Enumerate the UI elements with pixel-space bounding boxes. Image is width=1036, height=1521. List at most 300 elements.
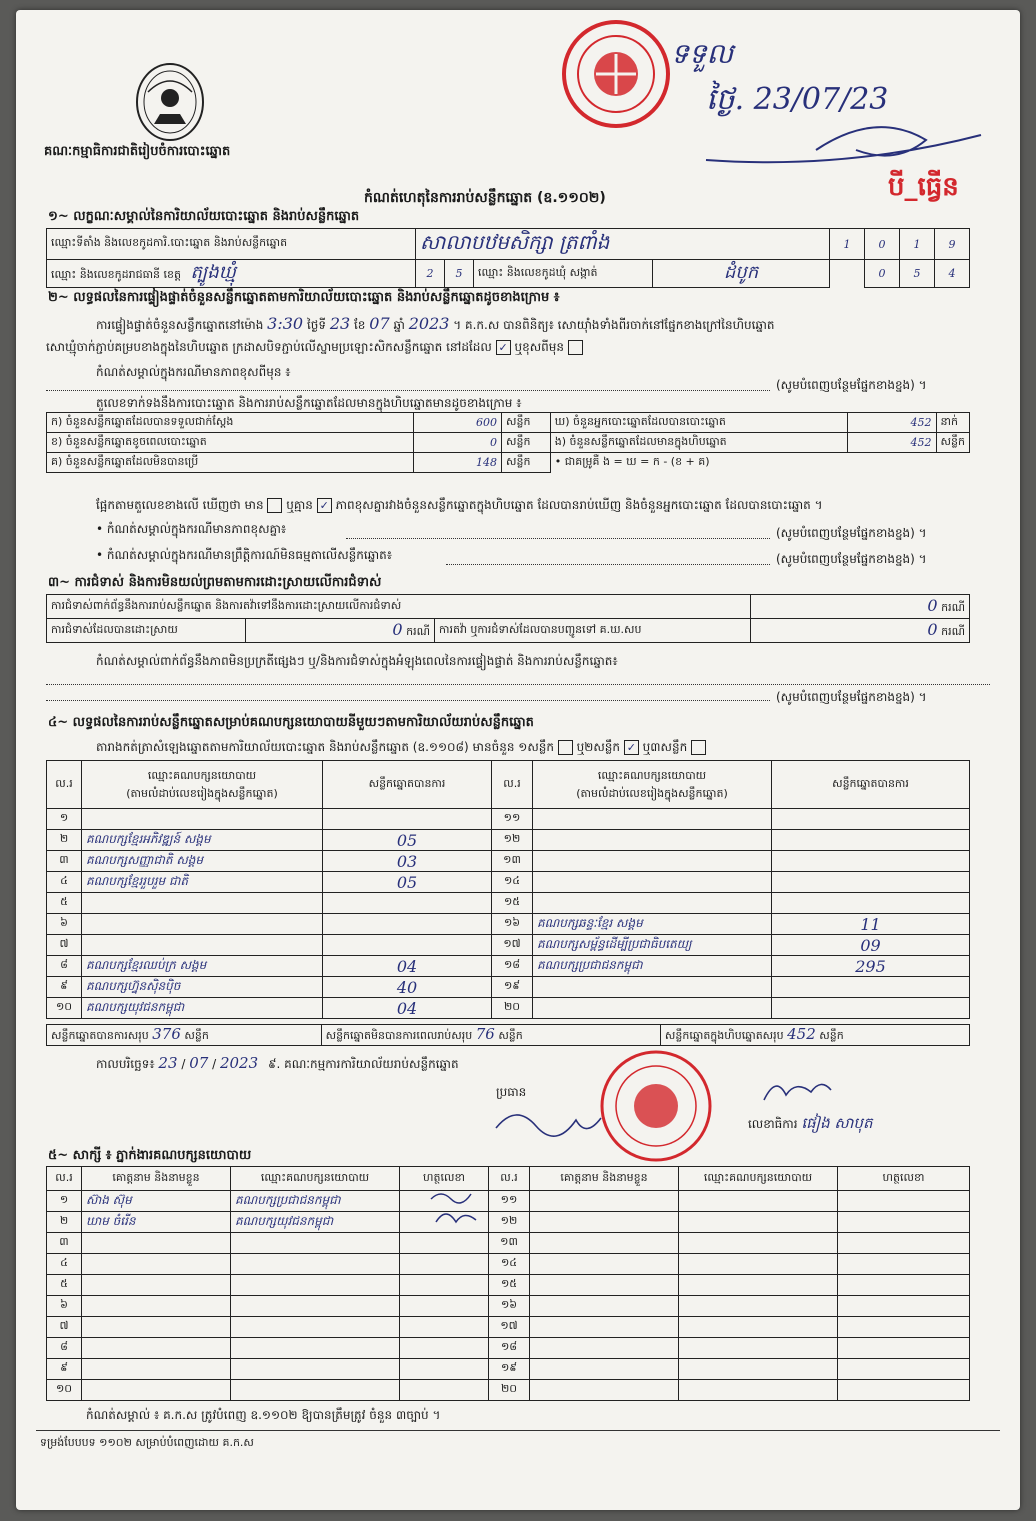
party-votes: 11	[772, 914, 970, 935]
party-votes: 04	[323, 998, 492, 1019]
witness-signature	[838, 1359, 970, 1380]
party-result-row	[47, 956, 970, 977]
seal-status-text: សោឃ្មុំចាក់ភ្ជាប់គម្របខាងក្នុងនៃហិបឆ្នោត ក្រដាសបិទភ្ជាប់លើស្នាមប្រឡោះសិកសន្លឹកឆ្នោត នៅដដែល	[46, 340, 492, 354]
row-no: ៩	[47, 1359, 82, 1380]
fill-hint: (សូមបំពេញបន្ថែមផ្នែកខាងខ្នង) ។	[776, 526, 927, 540]
party-result-row	[47, 893, 970, 914]
fill-hint: (សូមបំពេញបន្ថែមផ្នែកខាងខ្នង) ។	[776, 690, 927, 704]
valid-total-label: សន្លឹកឆ្នោតបានការសរុប	[51, 1029, 149, 1042]
row-no: ២	[47, 830, 82, 851]
witness-party: គណបក្សប្រជាជនកម្ពុជា	[231, 1191, 400, 1212]
witness-name	[530, 1359, 679, 1380]
witness-signature	[838, 1338, 970, 1359]
witness-signature	[838, 1317, 970, 1338]
row-no: ៧	[47, 935, 82, 956]
discrepancy-note-label: • កំណត់សម្គាល់ក្នុងករណីមានភាពខុសគ្នា៖	[96, 522, 287, 536]
one-sheet-checkbox[interactable]	[558, 740, 573, 755]
section-1-heading: ១~ លក្ខណៈសម្គាល់នៃការិយាល័យបោះឆ្នោត និងរាប់សន្លឹកឆ្នោត	[48, 209, 360, 224]
party-votes	[323, 893, 492, 914]
row-no: ៧	[47, 1317, 82, 1338]
ballots-in-box-label: ង) ចំនួនសន្លឹកឆ្នោតដែលមានក្នុងហិបឆ្នោត	[550, 433, 847, 453]
party-name	[82, 935, 323, 956]
party-votes	[772, 893, 970, 914]
witness-party	[231, 1233, 400, 1254]
row-no: ៤	[47, 1254, 82, 1275]
witness-row	[47, 1338, 970, 1359]
red-annotation: បី_ធ្វើន	[888, 172, 959, 202]
formula: • ជាគម្រូគឺ ង = ឃ = ក - (ខ + គ)	[554, 454, 710, 468]
party-name: គណបក្សប្រជាជនកម្ពុជា	[533, 956, 772, 977]
commune-code-digit: 5	[900, 260, 935, 288]
unused-ballots-value: 148	[413, 453, 501, 473]
voters-value: 452	[848, 413, 936, 433]
month-label: ខែ	[354, 318, 366, 332]
witness-name	[82, 1338, 231, 1359]
signature-date-line: កាលបរិច្ឆេទ៖ 23 / 07 / 2023 ៩. គណៈកម្មការការិយាល័យរាប់សន្លឹកឆ្នោត	[96, 1054, 459, 1072]
discrepancy-text-c: ភាពខុសគ្នារវាងចំនួនសន្លឹកឆ្នោតក្នុងហិបឆ្នោត ដែលបានរាប់ឃើញ និងចំនួនអ្នកបោះឆ្នោត ដែលបានបោះឆ្នោត ។	[335, 498, 823, 512]
section-2-heading: ២~ លទ្ធផលនៃការផ្ទៀងផ្ទាត់ចំនួនសន្លឹកឆ្នោតតាមការិយាល័យបោះឆ្នោត និងរាប់សន្លឹកឆ្នោតដូចខាងក្រោម ៖	[48, 290, 560, 305]
witness-signature	[400, 1317, 489, 1338]
commune-code-digit: 4	[935, 260, 970, 288]
col-party	[533, 761, 772, 809]
party-result-row	[47, 977, 970, 998]
witness-party	[231, 1275, 400, 1296]
received-stamp-icon	[556, 14, 676, 134]
party-votes	[323, 914, 492, 935]
row-no: ១៣	[489, 1233, 530, 1254]
invalid-total-value: 76	[475, 1025, 495, 1043]
col-votes: សន្លឹកឆ្នោតបានការ	[772, 761, 970, 809]
party-result-row	[47, 914, 970, 935]
row-no: ១២	[492, 830, 533, 851]
party-name	[82, 809, 323, 830]
witness-name	[82, 1317, 231, 1338]
page-title: កំណត់ហេតុនៃការរាប់សន្លឹកឆ្នោត (ឧ.១១០២)	[364, 190, 606, 206]
witness-signature	[838, 1191, 970, 1212]
witness-name	[530, 1233, 679, 1254]
org-name: គណៈកម្មាធិការជាតិរៀបចំការបោះឆ្នោត	[44, 144, 231, 159]
row-no: ១៨	[489, 1338, 530, 1359]
party-name	[533, 830, 772, 851]
col-no: ល.រ	[489, 1167, 530, 1191]
row-no: ៥	[47, 893, 82, 914]
row-no: ១	[47, 809, 82, 830]
party-votes: 04	[323, 956, 492, 977]
province-code-digit: 2	[416, 260, 445, 288]
box-total-label: សន្លឹកឆ្នោតក្នុងហិបឆ្នោតសរុប	[664, 1029, 784, 1042]
party-name: គណបក្សខ្មែររួបរួម ជាតិ	[82, 872, 323, 893]
party-result-row	[47, 809, 970, 830]
chair-signature-icon	[486, 1098, 606, 1148]
date-month: 07	[189, 1054, 209, 1072]
box-total	[660, 1025, 969, 1046]
witness-name	[530, 1254, 679, 1275]
col-name: គោត្តនាម និងនាមខ្លួន	[530, 1167, 679, 1191]
row-no: ៦	[47, 914, 82, 935]
witness-party	[231, 1338, 400, 1359]
witness-row	[47, 1191, 970, 1212]
col-votes: សន្លឹកឆ្នោតបានការ	[323, 761, 492, 809]
commune-value: ដំបូក	[653, 260, 830, 288]
party-name: គណបក្សខ្មែរឈប់ក្រ សង្គម	[82, 956, 323, 977]
witness-row	[47, 1233, 970, 1254]
witness-row	[47, 1359, 970, 1380]
witness-row	[47, 1296, 970, 1317]
unit: សន្លឹក	[501, 413, 550, 433]
discrepancy-text-a: ផ្អែកតាមតួលេខខាងលើ ឃើញថា មាន	[96, 498, 264, 512]
witness-party	[679, 1212, 838, 1233]
party-name	[533, 851, 772, 872]
form-footer: ទម្រង់បែបបទ ១១០២ សម្រាប់បំពេញដោយ គ.ក.ស	[40, 1436, 254, 1449]
ballot-figures-table	[46, 412, 970, 473]
secretary-label: លេខាធិការ	[748, 1117, 798, 1131]
col-party: ឈ្មោះគណបក្សនយោបាយ	[231, 1167, 400, 1191]
row-no: ១	[47, 1191, 82, 1212]
resolved-label: ការជំទាស់ដែលបានដោះស្រាយ	[47, 619, 246, 643]
resolved-value: 0	[392, 620, 403, 639]
station-code-digit: 0	[865, 229, 900, 260]
party-votes	[772, 872, 970, 893]
unit: សន្លឹក	[498, 1029, 523, 1042]
year-label: ឆ្នាំ	[393, 318, 405, 332]
witness-name	[530, 1212, 679, 1233]
row-no: ១៦	[489, 1296, 530, 1317]
party-results-table	[46, 760, 970, 1019]
witness-name	[530, 1338, 679, 1359]
party-name	[533, 998, 772, 1019]
witness-name	[530, 1296, 679, 1317]
witness-name	[530, 1317, 679, 1338]
witness-signature	[400, 1233, 489, 1254]
party-result-row	[47, 851, 970, 872]
col-sign: ហត្ថលេខា	[838, 1167, 970, 1191]
forwarded-label: ការតវ៉ា ឬការជំទាស់ដែលបានបញ្ជូនទៅ គ.ឃ.សប	[435, 619, 751, 643]
unit: ករណី	[941, 625, 965, 638]
discrepancy-text-b: ឬគ្មាន	[286, 498, 313, 512]
witness-party	[679, 1359, 838, 1380]
party-name	[533, 977, 772, 998]
row-no: ១៤	[489, 1254, 530, 1275]
no-discrepancy-checkbox[interactable]: ✓	[317, 498, 332, 513]
commune-label: ឈ្មោះ និងលេខកូដឃុំ សង្កាត់	[474, 260, 653, 288]
row-no: ១៧	[489, 1317, 530, 1338]
stamp-signature-icon	[696, 115, 986, 175]
two-sheets-label: ឬ២សន្លឹក	[576, 740, 621, 754]
witness-signature	[400, 1380, 489, 1401]
unit: សន្លឹក	[501, 433, 550, 453]
row-no: ២០	[489, 1380, 530, 1401]
col-party-title: ឈ្មោះគណបក្សនយោបាយ	[147, 768, 257, 782]
party-votes: 03	[323, 851, 492, 872]
unit: សន្លឹក	[819, 1029, 844, 1042]
witness-signature	[838, 1254, 970, 1275]
unit: សន្លឹក	[501, 453, 550, 473]
resolved-count	[246, 619, 435, 643]
objections-note-line	[46, 700, 770, 701]
verification-line-rest: ។ គ.ក.ស បានពិនិត្យ៖ សោយ៉ាំងទាំងពីរចាក់នៅផ្នែកខាងក្រៅនៃហិបឆ្នោត	[453, 318, 775, 332]
row-no: ១៨	[492, 956, 533, 977]
row-no: ២	[47, 1212, 82, 1233]
witness-party	[679, 1380, 838, 1401]
party-name	[533, 809, 772, 830]
day-label: ថ្ងៃទី	[306, 318, 326, 332]
voters-label: ឃ) ចំនួនអ្នកបោះឆ្នោតដែលបានបោះឆ្នោត	[550, 413, 847, 433]
station-code-digit: 9	[935, 229, 970, 260]
irregular-note-line	[446, 564, 770, 565]
col-party: ឈ្មោះគណបក្សនយោបាយ	[679, 1167, 838, 1191]
box-total-value: 452	[787, 1025, 816, 1043]
col-party	[82, 761, 323, 809]
verification-time-line	[96, 314, 775, 333]
party-name: គណបក្សឆន្ទៈខ្មែរ សង្គម	[533, 914, 772, 935]
verification-time: 3:30	[267, 314, 304, 333]
witness-row	[47, 1317, 970, 1338]
footer-divider	[36, 1430, 1000, 1431]
witness-signature	[838, 1296, 970, 1317]
changed-label: ឬខុសពីមុន	[514, 340, 564, 354]
secretary-line	[748, 1114, 872, 1132]
discrepancy-note-line	[346, 538, 770, 539]
row-no: ១២	[489, 1212, 530, 1233]
witness-party	[679, 1296, 838, 1317]
unit: នាក់	[936, 413, 969, 433]
witness-signature	[400, 1296, 489, 1317]
same-as-before-checkbox[interactable]: ✓	[496, 340, 511, 355]
date-year: 2023	[219, 1054, 259, 1072]
col-name: គោត្តនាម និងនាមខ្លួន	[82, 1167, 231, 1191]
party-name: គណបក្សសម្ព័ន្ធដើម្បីប្រជាធិបតេយ្យ	[533, 935, 772, 956]
row-no: ១៧	[492, 935, 533, 956]
witness-signature	[400, 1338, 489, 1359]
witness-name	[82, 1233, 231, 1254]
two-sheets-checkbox[interactable]: ✓	[624, 740, 639, 755]
witness-party	[679, 1275, 838, 1296]
seal-status-line	[46, 340, 583, 355]
party-result-row	[47, 830, 970, 851]
date-label: កាលបរិច្ឆេទ៖	[96, 1057, 155, 1071]
witness-party	[231, 1380, 400, 1401]
row-no: ១៩	[492, 977, 533, 998]
unit: ករណី	[941, 601, 965, 614]
objections-label: ការជំទាស់ពាក់ព័ន្ធនឹងការរាប់សន្លឹកឆ្នោត និងការតវ៉ាទៅនឹងការដោះស្រាយលើការជំទាស់	[47, 595, 751, 619]
party-votes	[772, 830, 970, 851]
witness-party	[231, 1317, 400, 1338]
spoiled-ballots-value: 0	[413, 433, 501, 453]
unused-ballots-label: គ) ចំនួនសន្លឹកឆ្នោតដែលមិនបានប្រើ	[47, 453, 414, 473]
verification-month: 07	[369, 314, 390, 333]
date-day: 23	[158, 1054, 178, 1072]
seal-note-label: កំណត់សម្គាល់ក្នុងករណីមានភាពខុសពីមុន ៖	[96, 365, 291, 379]
witness-row	[47, 1212, 970, 1233]
party-name: គណបក្សខ្មែរអភិវឌ្ឍន៍ សង្គម	[82, 830, 323, 851]
party-result-row	[47, 935, 970, 956]
commune-code-digit: 0	[865, 260, 900, 288]
committee-label: ៩. គណៈកម្មការការិយាល័យរាប់សន្លឹកឆ្នោត	[267, 1057, 459, 1071]
invalid-total-label: សន្លឹកឆ្នោតមិនបានការពេលរាប់សរុប	[325, 1029, 473, 1042]
row-no: ១៤	[492, 872, 533, 893]
nec-emblem-icon	[134, 62, 206, 144]
party-votes	[772, 998, 970, 1019]
three-sheets-label: ឬ៣សន្លឹក	[642, 740, 688, 754]
row-no: ៩	[47, 977, 82, 998]
row-no: ១៩	[489, 1359, 530, 1380]
col-party-title: ឈ្មោះគណបក្សនយោបាយ	[597, 768, 707, 782]
seal-note-line	[46, 390, 770, 391]
col-sign: ហត្ថលេខា	[400, 1167, 489, 1191]
witness-name	[82, 1359, 231, 1380]
witness-row	[47, 1254, 970, 1275]
ballot-counting-report-page	[16, 10, 1020, 1510]
received-ballots-value: 600	[413, 413, 501, 433]
row-no: ៨	[47, 1338, 82, 1359]
province-value: ត្បូងឃ្មុំ	[190, 262, 236, 283]
witness-row	[47, 1275, 970, 1296]
row-no: ១១	[489, 1191, 530, 1212]
row-no: ១៥	[492, 893, 533, 914]
forwarded-value: 0	[927, 620, 938, 639]
party-name	[533, 893, 772, 914]
objections-table	[46, 594, 970, 643]
three-sheets-checkbox[interactable]	[691, 740, 706, 755]
party-votes: 295	[772, 956, 970, 977]
row-no: ៣	[47, 1233, 82, 1254]
col-party-subtitle: (តាមលំដាប់លេខរៀងក្នុងសន្លឹកឆ្នោត)	[126, 786, 278, 800]
section-4-heading: ៤~ លទ្ធផលនៃការរាប់សន្លឹកឆ្នោតសម្រាប់គណបក្សនយោបាយនីមួយៗតាមការិយាល័យរាប់សន្លឹកឆ្នោត	[48, 715, 534, 730]
has-discrepancy-checkbox[interactable]	[267, 498, 282, 513]
witness-party: គណបក្សយុវជនកម្ពុជា	[231, 1212, 400, 1233]
witness-name: ស៊ាង ស៊ុម	[82, 1191, 231, 1212]
stamp-date: ថ្ងៃ. 23/07/23	[706, 82, 889, 117]
row-no: ១០	[47, 998, 82, 1019]
col-no: ល.រ	[47, 1167, 82, 1191]
fill-hint: (សូមបំពេញបន្ថែមផ្នែកខាងខ្នង) ។	[776, 552, 927, 566]
chair-label: ប្រធាន	[496, 1085, 527, 1099]
witness-signature	[838, 1275, 970, 1296]
witness-name	[82, 1296, 231, 1317]
objections-count	[751, 595, 970, 619]
station-code-digit: 1	[830, 229, 865, 260]
row-no: ១១	[492, 809, 533, 830]
party-name	[82, 893, 323, 914]
witness-party	[679, 1338, 838, 1359]
row-no: ១០	[47, 1380, 82, 1401]
party-votes: 40	[323, 977, 492, 998]
received-ballots-label: ក) ចំនួនសន្លឹកឆ្នោតដែលបានទទួលជាក់ស្តែង	[47, 413, 414, 433]
fill-hint: (សូមបំពេញបន្ថែមផ្នែកខាងខ្នង) ។	[776, 378, 927, 392]
witness-name	[82, 1275, 231, 1296]
party-votes	[772, 977, 970, 998]
witness-table	[46, 1166, 970, 1401]
party-result-row	[47, 872, 970, 893]
row-no: ៨	[47, 956, 82, 977]
witness-signature	[400, 1275, 489, 1296]
party-result-row	[47, 998, 970, 1019]
completion-note: កំណត់សម្គាល់ ៖ គ.ក.ស ត្រូវបំពេញ ឧ.១១០២ ឱ្យបានត្រឹមត្រូវ ចំនួន ៣ច្បាប់ ។	[86, 1408, 441, 1422]
col-no: ល.រ	[47, 761, 82, 809]
figures-intro: តួលេខទាក់ទងនឹងការបោះឆ្នោត និងការរាប់សន្លឹកឆ្នោតដែលមានក្នុងហិបឆ្នោតមានដូចខាងក្រោម ៖	[96, 396, 522, 410]
invalid-total	[321, 1025, 660, 1046]
station-code-digit: 1	[900, 229, 935, 260]
col-no: ល.រ	[492, 761, 533, 809]
verification-line-text: ការផ្ទៀងផ្ទាត់ចំនួនសន្លឹកឆ្នោតនៅម៉ោង	[96, 318, 264, 332]
witness-name	[82, 1380, 231, 1401]
changed-checkbox[interactable]	[568, 340, 583, 355]
witness-signature	[400, 1359, 489, 1380]
row-no: ១៣	[492, 851, 533, 872]
witness-party	[231, 1359, 400, 1380]
verification-day: 23	[329, 314, 351, 333]
col-party-subtitle: (តាមលំដាប់លេខរៀងក្នុងសន្លឹកឆ្នោត)	[576, 786, 728, 800]
party-name: គណបក្សយុវជនកម្ពុជា	[82, 998, 323, 1019]
witness-party	[679, 1191, 838, 1212]
witness-row	[47, 1380, 970, 1401]
station-name-value: សាលាបឋមសិក្សា ត្រពាំង	[416, 229, 830, 260]
committee-stamp-icon	[596, 1046, 716, 1166]
row-no: ៦	[47, 1296, 82, 1317]
row-no: ៣	[47, 851, 82, 872]
unit: សន្លឹក	[184, 1029, 209, 1042]
objections-value: 0	[927, 596, 938, 615]
totals-table	[46, 1024, 970, 1046]
party-name: គណបក្សសញ្ញាជាតិ សង្គម	[82, 851, 323, 872]
valid-total-value: 376	[152, 1025, 181, 1043]
party-votes: 05	[323, 872, 492, 893]
objections-note-label: កំណត់សម្គាល់ពាក់ព័ន្ធនឹងភាពមិនប្រក្រតីផ្សេងៗ ឬ/និងការជំទាស់ក្នុងអំឡុងពេលនៃការផ្ទៀងផ្ទាត់ និងការរាប់សន្លឹកឆ្នោត៖	[96, 654, 618, 668]
objections-note-line	[46, 684, 990, 685]
witness-name	[530, 1275, 679, 1296]
discrepancy-line	[96, 498, 823, 513]
witness-party	[679, 1233, 838, 1254]
party-votes	[772, 851, 970, 872]
section-3-heading: ៣~ ការជំទាស់ និងការមិនយល់ព្រមតាមការដោះស្រាយលើការជំទាស់	[48, 575, 382, 590]
party-votes: 05	[323, 830, 492, 851]
unit: សន្លឹក	[936, 433, 969, 453]
party-votes	[323, 809, 492, 830]
secretary-signature-icon	[756, 1070, 836, 1110]
witness-signature	[838, 1233, 970, 1254]
witness-signature	[838, 1212, 970, 1233]
witness-party	[679, 1317, 838, 1338]
polling-station-table	[46, 228, 970, 288]
witness-signature	[838, 1380, 970, 1401]
row-no: ២០	[492, 998, 533, 1019]
party-name	[82, 914, 323, 935]
witness-name	[82, 1254, 231, 1275]
witness-party	[231, 1296, 400, 1317]
station-name-label: ឈ្មោះទីតាំង និងលេខកូដការិ.បោះឆ្នោត និងរាប់សន្លឹកឆ្នោត	[47, 229, 416, 260]
row-no: ១៦	[492, 914, 533, 935]
ballots-in-box-value: 452	[848, 433, 936, 453]
party-name	[533, 872, 772, 893]
province-label-text: ឈ្មោះ និងលេខកូដរាជធានី ខេត្ត	[51, 268, 181, 281]
tally-sheets-line	[96, 740, 706, 755]
valid-total	[47, 1025, 322, 1046]
witness-name: ឃាម ចំរើន	[82, 1212, 231, 1233]
verification-year: 2023	[408, 314, 450, 333]
stamp-note: ទទួល	[671, 37, 734, 70]
witness-signature	[400, 1254, 489, 1275]
party-votes: 09	[772, 935, 970, 956]
province-code-digit: 5	[445, 260, 474, 288]
secretary-name: ផៀង សាបុត	[801, 1114, 873, 1132]
row-no: ១៥	[489, 1275, 530, 1296]
row-no: ៥	[47, 1275, 82, 1296]
spoiled-ballots-label: ខ) ចំនួនសន្លឹកឆ្នោតខូចពេលបោះឆ្នោត	[47, 433, 414, 453]
witness-name	[530, 1380, 679, 1401]
witness-signature-icon	[426, 1184, 486, 1234]
province-label	[47, 260, 416, 288]
row-no: ៤	[47, 872, 82, 893]
